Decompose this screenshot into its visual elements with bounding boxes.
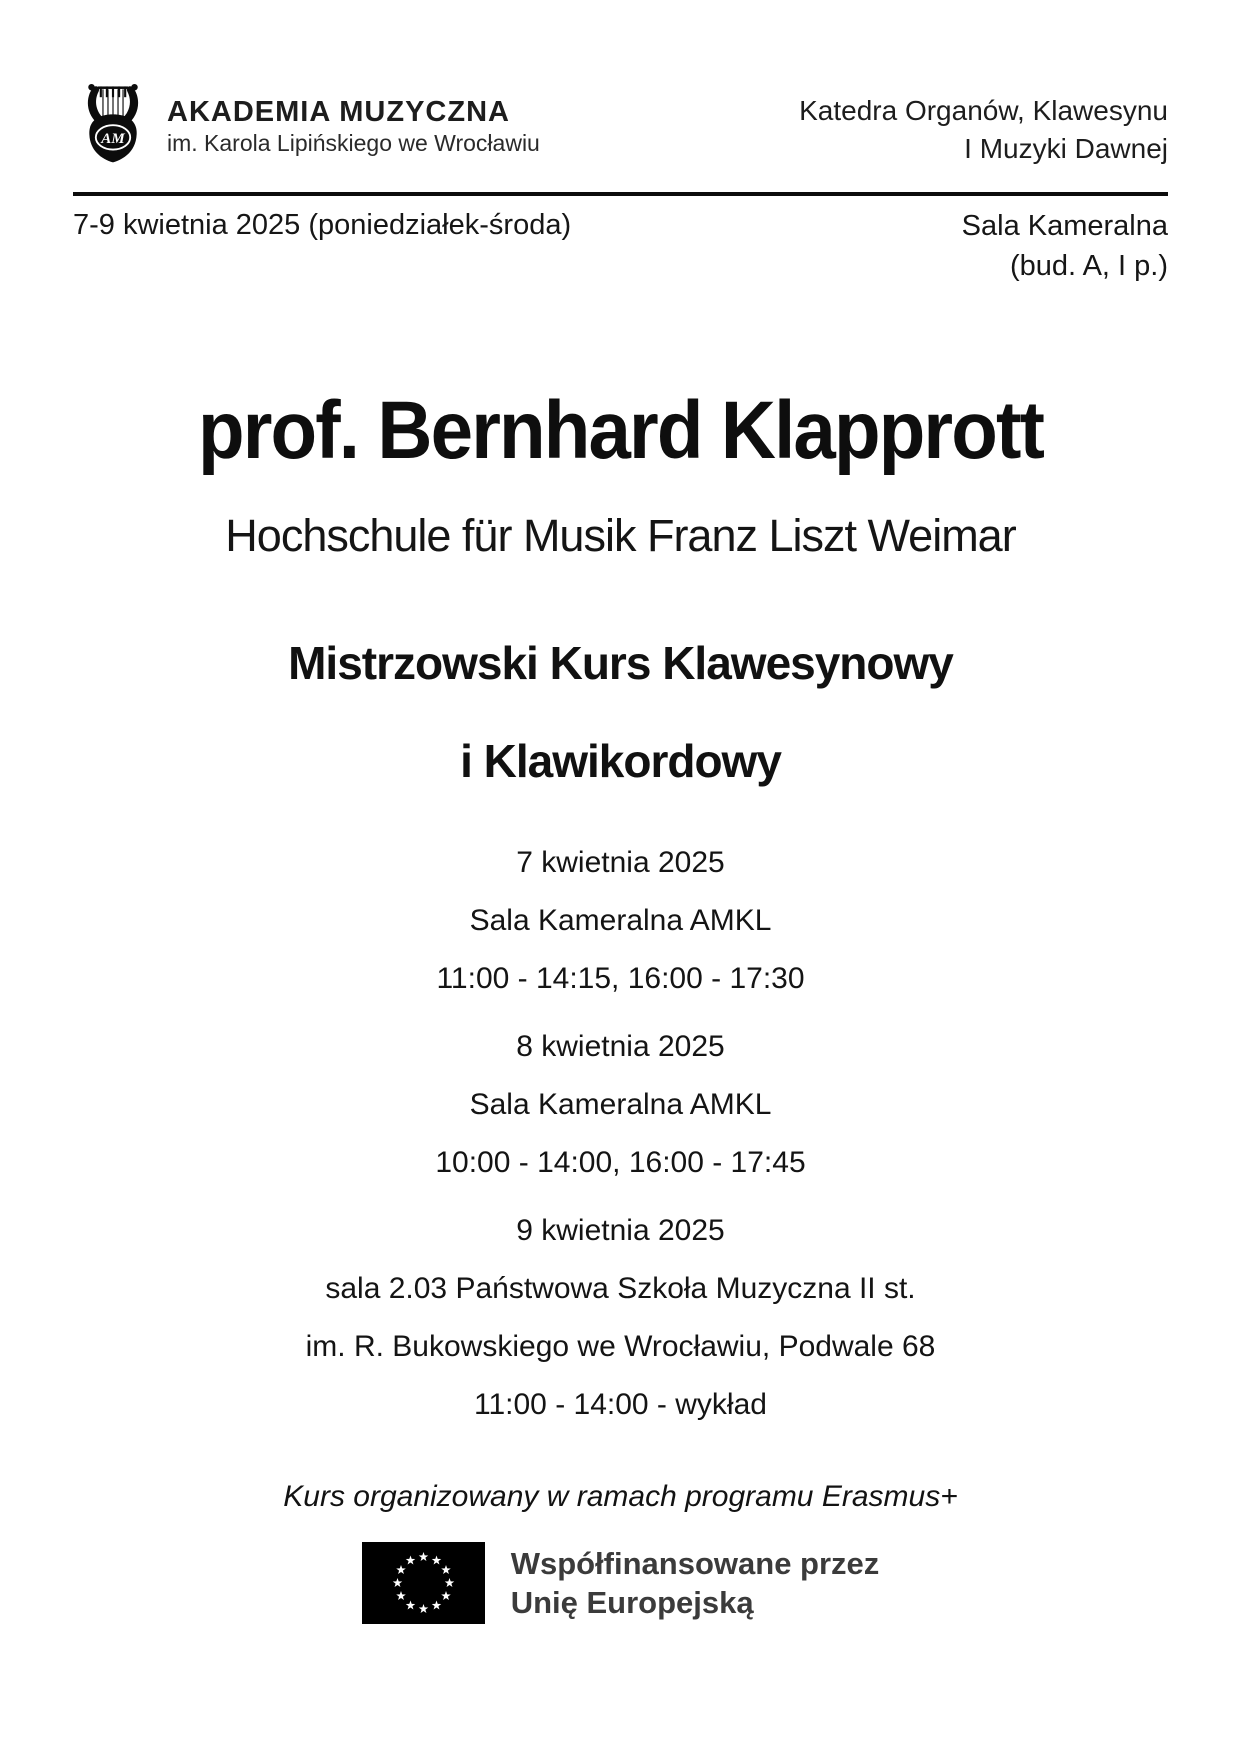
eu-funding-line2: Unię Europejską [510, 1585, 754, 1621]
eu-funding-line1: Współfinansowane przez [510, 1546, 880, 1582]
course-title-line1: Mistrzowski Kurs Klawesynowy [288, 637, 953, 690]
schedule-hours: 11:00 - 14:00 - wykład [474, 1388, 767, 1422]
schedule-venue: sala 2.03 Państwowa Szkoła Muzyczna II st. [325, 1272, 916, 1306]
eu-funding-block [73, 1542, 1168, 1624]
header [73, 0, 1168, 168]
professor-name-title: prof. Bernhard Klapprott [197, 385, 1044, 476]
schedule-day-2 [73, 1018, 1168, 1192]
course-title-line2: i Klawikordowy [460, 735, 781, 788]
schedule-date: 8 kwietnia 2025 [516, 1030, 725, 1064]
event-dates: 7-9 kwietnia 2025 (poniedziałek-środa) [73, 209, 572, 241]
department-block [799, 80, 1168, 168]
venue-line1: Sala Kameralna [961, 210, 1168, 242]
horizontal-rule [73, 192, 1168, 196]
info-row [73, 206, 1168, 286]
schedule-venue: Sala Kameralna AMKL [469, 904, 772, 938]
professor-affiliation: Hochschule für Musik Franz Liszt Weimar [225, 510, 1016, 562]
academy-subtitle: im. Karola Lipińskiego we Wrocławiu [167, 129, 540, 156]
lyre-icon [73, 80, 153, 166]
svg-text:AM: AM [101, 131, 125, 148]
eu-funding-text [511, 1544, 880, 1622]
eu-flag-icon [362, 1542, 485, 1624]
main-content [73, 386, 1168, 1434]
schedule [73, 834, 1168, 1434]
academy-name: AKADEMIA MUZYCZNA [167, 95, 510, 128]
schedule-day-1 [73, 834, 1168, 1008]
schedule-hours: 11:00 - 14:15, 16:00 - 17:30 [436, 962, 805, 996]
schedule-date: 7 kwietnia 2025 [516, 846, 725, 880]
department-line2: I Muzyki Dawnej [964, 133, 1168, 164]
department-line1: Katedra Organów, Klawesynu [799, 95, 1168, 126]
schedule-venue: Sala Kameralna AMKL [469, 1088, 772, 1122]
academy-brand [73, 80, 540, 166]
erasmus-note: Kurs organizowany w ramach programu Erasmus+ [283, 1480, 958, 1514]
academy-name-block [167, 89, 540, 158]
schedule-address: im. R. Bukowskiego we Wrocławiu, Podwale 68 [305, 1330, 936, 1364]
schedule-date: 9 kwietnia 2025 [516, 1214, 725, 1248]
venue-line2: (bud. A, I p.) [1010, 250, 1168, 282]
schedule-hours: 10:00 - 14:00, 16:00 - 17:45 [435, 1146, 806, 1180]
schedule-day-3 [73, 1202, 1168, 1434]
event-venue [962, 206, 1168, 286]
